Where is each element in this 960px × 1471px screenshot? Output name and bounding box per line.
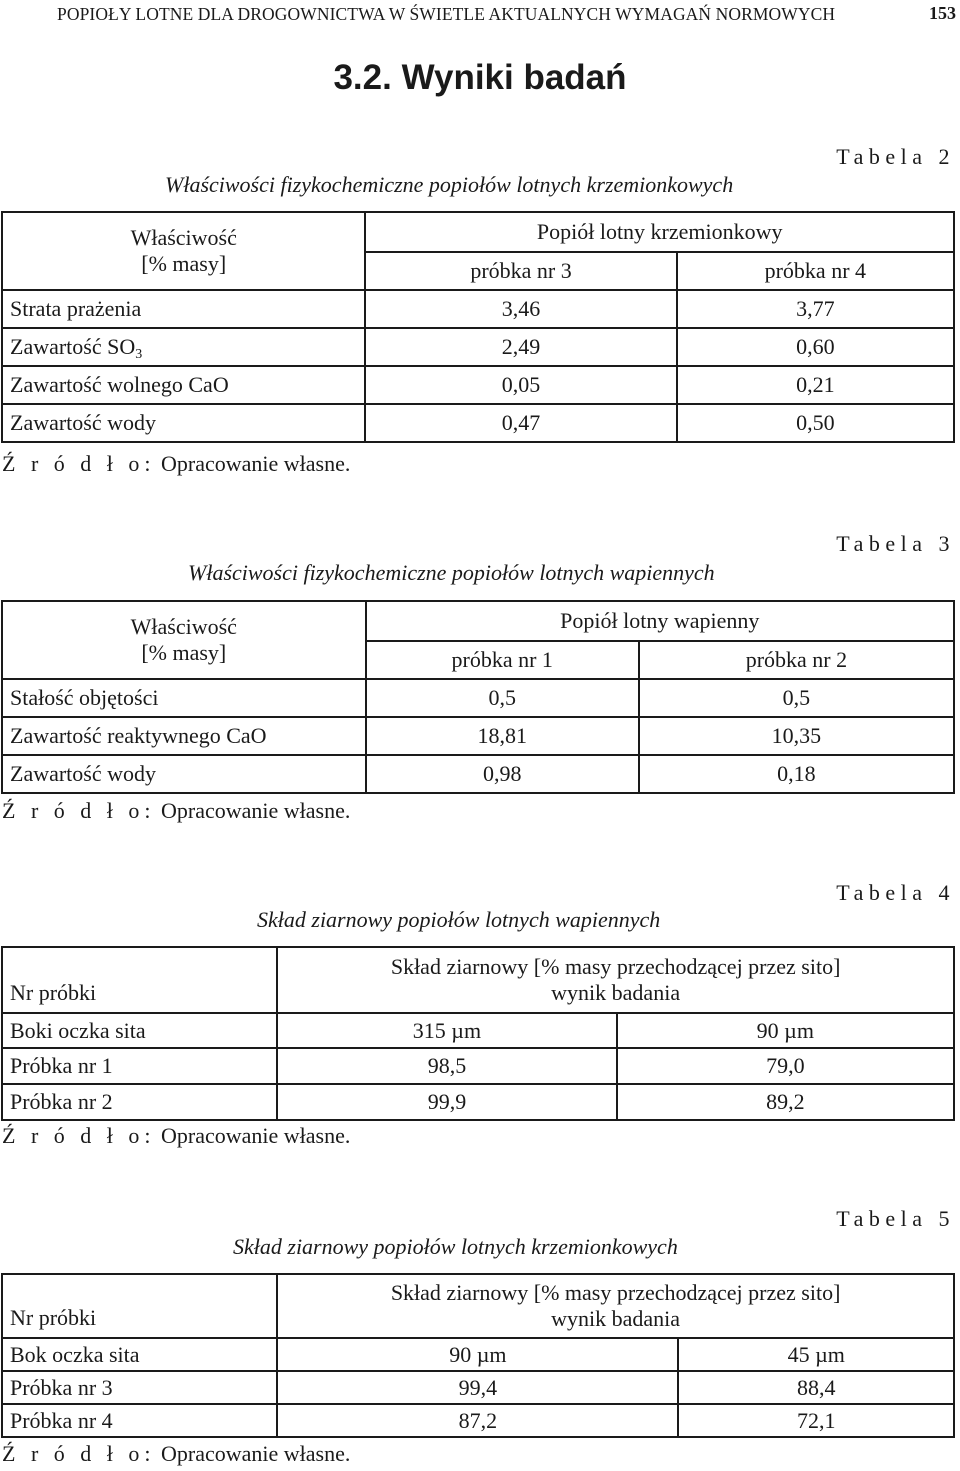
row-label: Zawartość wody — [2, 404, 365, 442]
table2 — [1, 211, 955, 443]
section-title: 3.2. Wyniki badań — [333, 58, 627, 97]
table2-head-property-name: Właściwość — [130, 225, 237, 250]
source-text: Opracowanie własne. — [155, 798, 351, 823]
table4-head-sample: Nr próbki — [2, 947, 277, 1013]
table5-head-sample: Nr próbki — [2, 1274, 277, 1338]
table3 — [1, 600, 955, 794]
table5-label: Tabela 5 — [836, 1206, 955, 1231]
table-row — [2, 1338, 954, 1371]
table-row — [2, 717, 954, 755]
row-label: Boki oczka sita — [2, 1013, 277, 1048]
cell-value: 72,1 — [678, 1404, 954, 1437]
source-label: Ź r ó d ł o: — [2, 798, 156, 823]
table3-head-col2: próbka nr 2 — [639, 641, 954, 679]
row-label: Bok oczka sita — [2, 1338, 277, 1371]
table3-head-property-unit: [% masy] — [141, 640, 227, 665]
cell-value: 0,50 — [677, 404, 954, 442]
cell-value: 79,0 — [617, 1048, 954, 1084]
cell-value: 0,05 — [365, 366, 676, 404]
table4-head-group-title: Skład ziarnowy [% masy przechodzącej przez sito] — [390, 954, 841, 979]
table-row — [2, 1013, 954, 1048]
table-row — [2, 755, 954, 793]
cell-value: 99,9 — [277, 1084, 616, 1120]
table4-caption: Skład ziarnowy popiołów lotnych wapiennych — [257, 907, 661, 932]
table-row — [2, 1404, 954, 1437]
table3-caption: Właściwości fizykochemiczne popiołów lotnych wapiennych — [188, 560, 715, 585]
source-label: Ź r ó d ł o: — [2, 1441, 156, 1466]
cell-value: 87,2 — [277, 1404, 678, 1437]
source-text: Opracowanie własne. — [155, 1123, 351, 1148]
table-row — [2, 366, 954, 404]
cell-value: 18,81 — [366, 717, 639, 755]
table3-head-property-name: Właściwość — [130, 614, 237, 639]
row-label: Próbka nr 3 — [2, 1371, 277, 1404]
source-label: Ź r ó d ł o: — [2, 451, 156, 476]
source-text: Opracowanie własne. — [155, 451, 351, 476]
table3-head-col1: próbka nr 1 — [366, 641, 639, 679]
table-row — [2, 1371, 954, 1404]
table3-source — [2, 798, 350, 824]
table3-head-property — [2, 601, 366, 679]
cell-value: 0,47 — [365, 404, 676, 442]
cell-value: 0,60 — [677, 328, 954, 366]
table-row — [2, 328, 954, 366]
table2-head-group: Popiół lotny krzemionkowy — [365, 212, 954, 252]
running-header-title: POPIOŁY LOTNE DLA DROGOWNICTWA W ŚWIETLE AKTUALNYCH WYMAGAŃ NORMOWYCH — [57, 4, 836, 24]
table-row — [2, 1048, 954, 1084]
cell-value: 88,4 — [678, 1371, 954, 1404]
table2-head-property-unit: [% masy] — [141, 251, 227, 276]
row-label: Zawartość reaktywnego CaO — [2, 717, 366, 755]
row-label — [2, 328, 365, 366]
cell-value: 98,5 — [277, 1048, 616, 1084]
table-row — [2, 290, 954, 328]
sieve-size: 90 µm — [617, 1013, 954, 1048]
table5-head-result: wynik badania — [551, 1306, 681, 1331]
table2-label: Tabela 2 — [836, 144, 955, 169]
table-row — [2, 679, 954, 717]
table-row — [2, 1084, 954, 1120]
table5 — [1, 1273, 955, 1438]
page-number: 153 — [929, 3, 956, 23]
table4-head-result: wynik badania — [551, 980, 681, 1005]
table5-head-group — [277, 1274, 954, 1338]
cell-value: 89,2 — [617, 1084, 954, 1120]
cell-value: 3,77 — [677, 290, 954, 328]
table-row — [2, 404, 954, 442]
row-label: Próbka nr 2 — [2, 1084, 277, 1120]
row-label: Strata prażenia — [2, 290, 365, 328]
table5-caption: Skład ziarnowy popiołów lotnych krzemionkowych — [233, 1234, 678, 1259]
cell-value: 0,18 — [639, 755, 954, 793]
cell-value: 2,49 — [365, 328, 676, 366]
source-text: Opracowanie własne. — [155, 1441, 351, 1466]
cell-value: 0,98 — [366, 755, 639, 793]
table2-head-property — [2, 212, 365, 290]
table4-source — [2, 1123, 350, 1149]
cell-value: 10,35 — [639, 717, 954, 755]
source-label: Ź r ó d ł o: — [2, 1123, 156, 1148]
table3-label: Tabela 3 — [836, 531, 955, 556]
table5-head-group-title: Skład ziarnowy [% masy przechodzącej przez sito] — [390, 1280, 841, 1305]
table2-head-col1: próbka nr 3 — [365, 252, 676, 290]
table4 — [1, 946, 955, 1121]
row-label: Zawartość wody — [2, 755, 366, 793]
cell-value: 0,5 — [639, 679, 954, 717]
cell-value: 0,5 — [366, 679, 639, 717]
table2-head-col2: próbka nr 4 — [677, 252, 954, 290]
sieve-size: 90 µm — [277, 1338, 678, 1371]
sieve-size: 45 µm — [678, 1338, 954, 1371]
sieve-size: 315 µm — [277, 1013, 616, 1048]
table2-source — [2, 451, 350, 477]
row-label: Próbka nr 1 — [2, 1048, 277, 1084]
row-label-text: Zawartość SO — [10, 334, 136, 359]
table4-head-group — [277, 947, 954, 1013]
table5-source — [2, 1441, 350, 1467]
row-label: Stałość objętości — [2, 679, 366, 717]
cell-value: 99,4 — [277, 1371, 678, 1404]
row-label: Zawartość wolnego CaO — [2, 366, 365, 404]
cell-value: 3,46 — [365, 290, 676, 328]
table4-label: Tabela 4 — [836, 880, 955, 905]
table2-caption: Właściwości fizykochemiczne popiołów lotnych krzemionkowych — [165, 172, 734, 197]
subscript: 3 — [135, 347, 143, 362]
table3-head-group: Popiół lotny wapienny — [366, 601, 954, 641]
row-label: Próbka nr 4 — [2, 1404, 277, 1437]
cell-value: 0,21 — [677, 366, 954, 404]
